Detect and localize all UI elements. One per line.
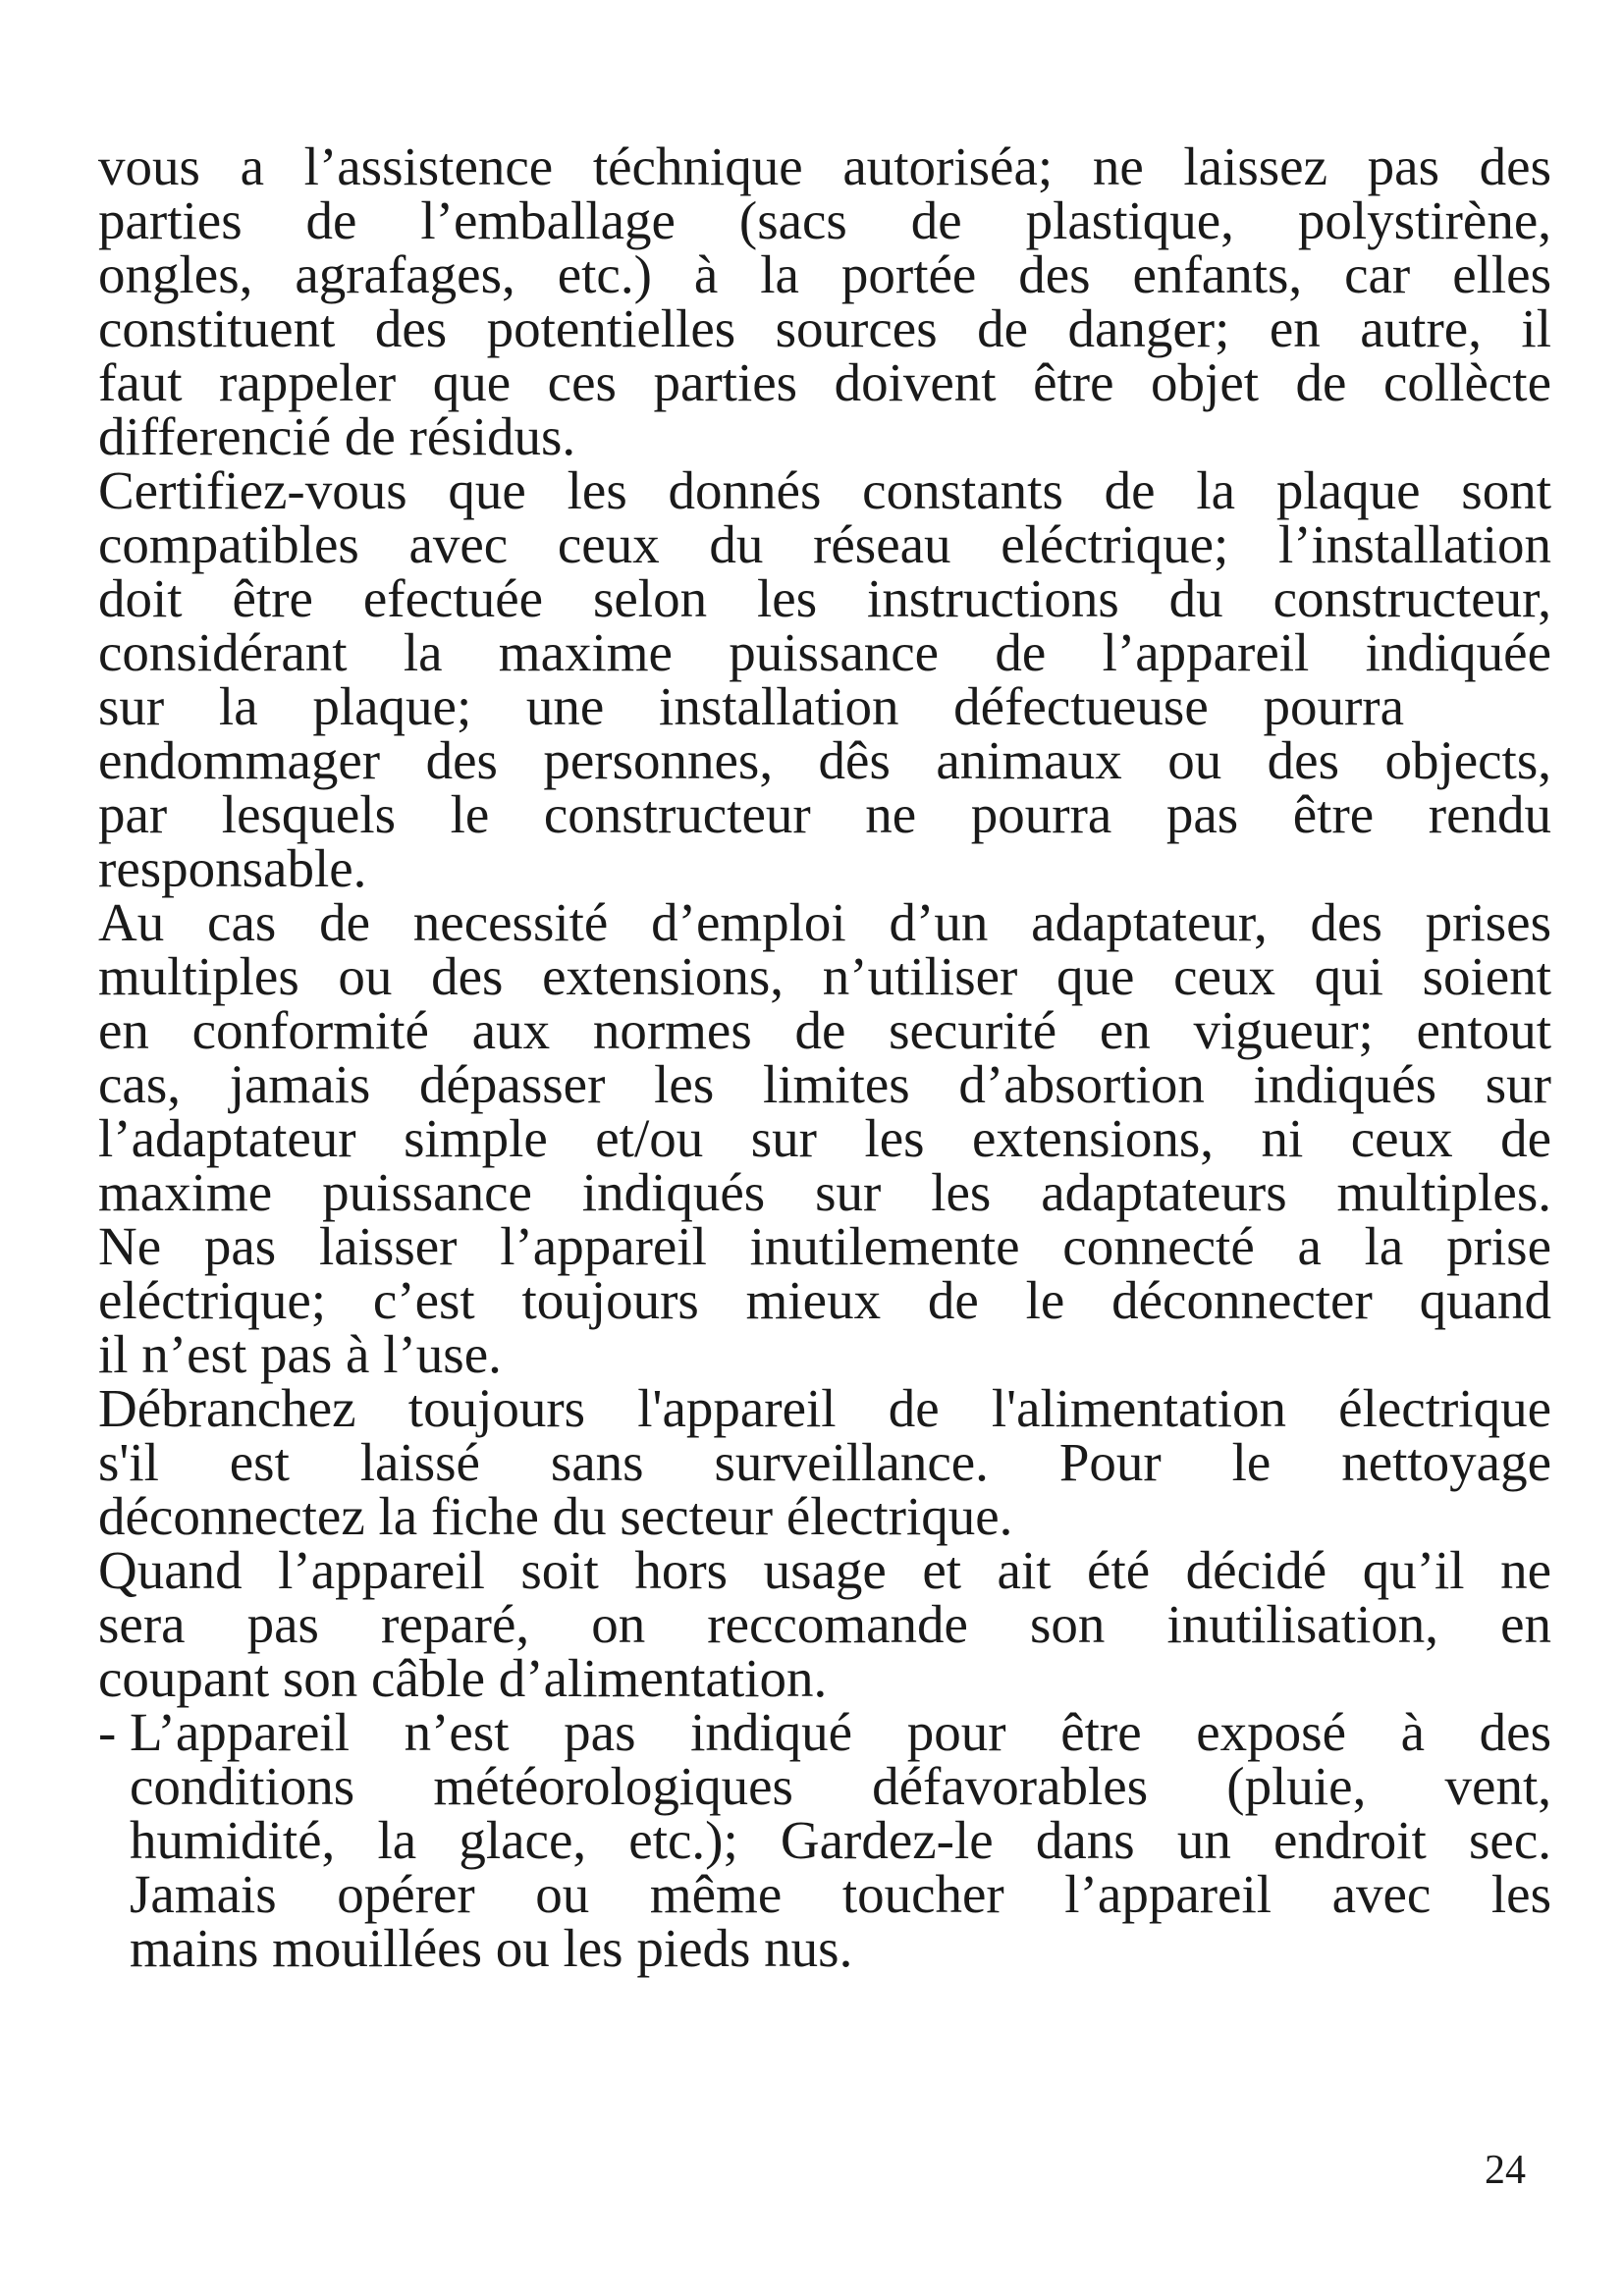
text-line: par lesquels le constructeur ne pourra pas être rendu bbox=[98, 784, 1551, 844]
bullet-item-line: Jamais opérer ou même toucher l’appareil avec les bbox=[130, 1864, 1551, 1924]
text-line: maxime puissance indiqués sur les adaptateurs multiples. bbox=[98, 1162, 1551, 1222]
text-line: l’adaptateur simple et/ou sur les extensions, ni ceux de bbox=[98, 1108, 1551, 1168]
text-line: considérant la maxime puissance de l’appareil indiquée bbox=[98, 622, 1551, 682]
page-body bbox=[98, 136, 1551, 1978]
text-line: ongles, agrafages, etc.) à la portée des enfants, car elles bbox=[98, 244, 1551, 304]
text-line: eléctrique; c’est toujours mieux de le déconnecter quand bbox=[98, 1270, 1551, 1330]
text-line: il n’est pas à l’use. bbox=[98, 1324, 502, 1384]
text-line: multiples ou des extensions, n’utiliser que ceux qui soient bbox=[98, 946, 1551, 1006]
bullet-item-line: conditions météorologiques défavorables (pluie, vent, bbox=[130, 1756, 1551, 1816]
text-line: Quand l’appareil soit hors usage et ait été décidé qu’il ne bbox=[98, 1540, 1551, 1600]
bullet-item-line: humidité, la glace, etc.); Gardez-le dans un endroit sec. bbox=[130, 1810, 1551, 1870]
text-line: parties de l’emballage (sacs de plastique, polystirène, bbox=[98, 190, 1551, 250]
text-line: Certifiez-vous que les donnés constants de la plaque sont bbox=[98, 460, 1551, 520]
text-line: constituent des potentielles sources de danger; en autre, il bbox=[98, 298, 1551, 358]
text-line: cas, jamais dépasser les limites d’absortion indiqués sur bbox=[98, 1054, 1551, 1114]
text-line: differencié de résidus. bbox=[98, 406, 576, 466]
text-line: Au cas de necessité d’emploi d’un adaptateur, des prises bbox=[98, 892, 1551, 952]
page-number: 24 bbox=[1485, 2148, 1526, 2193]
text-line: doit être efectuée selon les instructions du constructeur, bbox=[98, 568, 1551, 628]
text-line: compatibles avec ceux du réseau eléctrique; l’installation bbox=[98, 514, 1551, 574]
text-line: déconnectez la fiche du secteur électrique. bbox=[98, 1486, 1013, 1546]
text-line: responsable. bbox=[98, 838, 367, 898]
text-line: en conformité aux normes de securité en vigueur; entout bbox=[98, 1000, 1551, 1060]
text-line: Ne pas laisser l’appareil inutilemente connecté a la prise bbox=[98, 1216, 1551, 1276]
bullet-item-line bbox=[98, 1702, 1551, 1762]
bullet-dash: - bbox=[98, 1702, 117, 1762]
text-line: sur la plaque; une installation défectueuse pourra bbox=[98, 676, 1404, 736]
text-line: coupant son câble d’alimentation. bbox=[98, 1648, 828, 1708]
text-line: vous a l’assistence téchnique autoriséa; ne laissez pas des bbox=[98, 136, 1551, 196]
bullet-text: L’appareil n’est pas indiqué pour être exposé à des bbox=[130, 1702, 1551, 1762]
bullet-item-line: mains mouillées ou les pieds nus. bbox=[130, 1918, 853, 1978]
text-line: faut rappeler que ces parties doivent être objet de collècte bbox=[98, 352, 1551, 412]
text-line: endommager des personnes, dês animaux ou des objects, bbox=[98, 730, 1551, 790]
text-line: Débranchez toujours l'appareil de l'alimentation électrique bbox=[98, 1378, 1551, 1438]
text-line: s'il est laissé sans surveillance. Pour le nettoyage bbox=[98, 1432, 1551, 1492]
text-line: sera pas reparé, on reccomande son inutilisation, en bbox=[98, 1594, 1551, 1654]
